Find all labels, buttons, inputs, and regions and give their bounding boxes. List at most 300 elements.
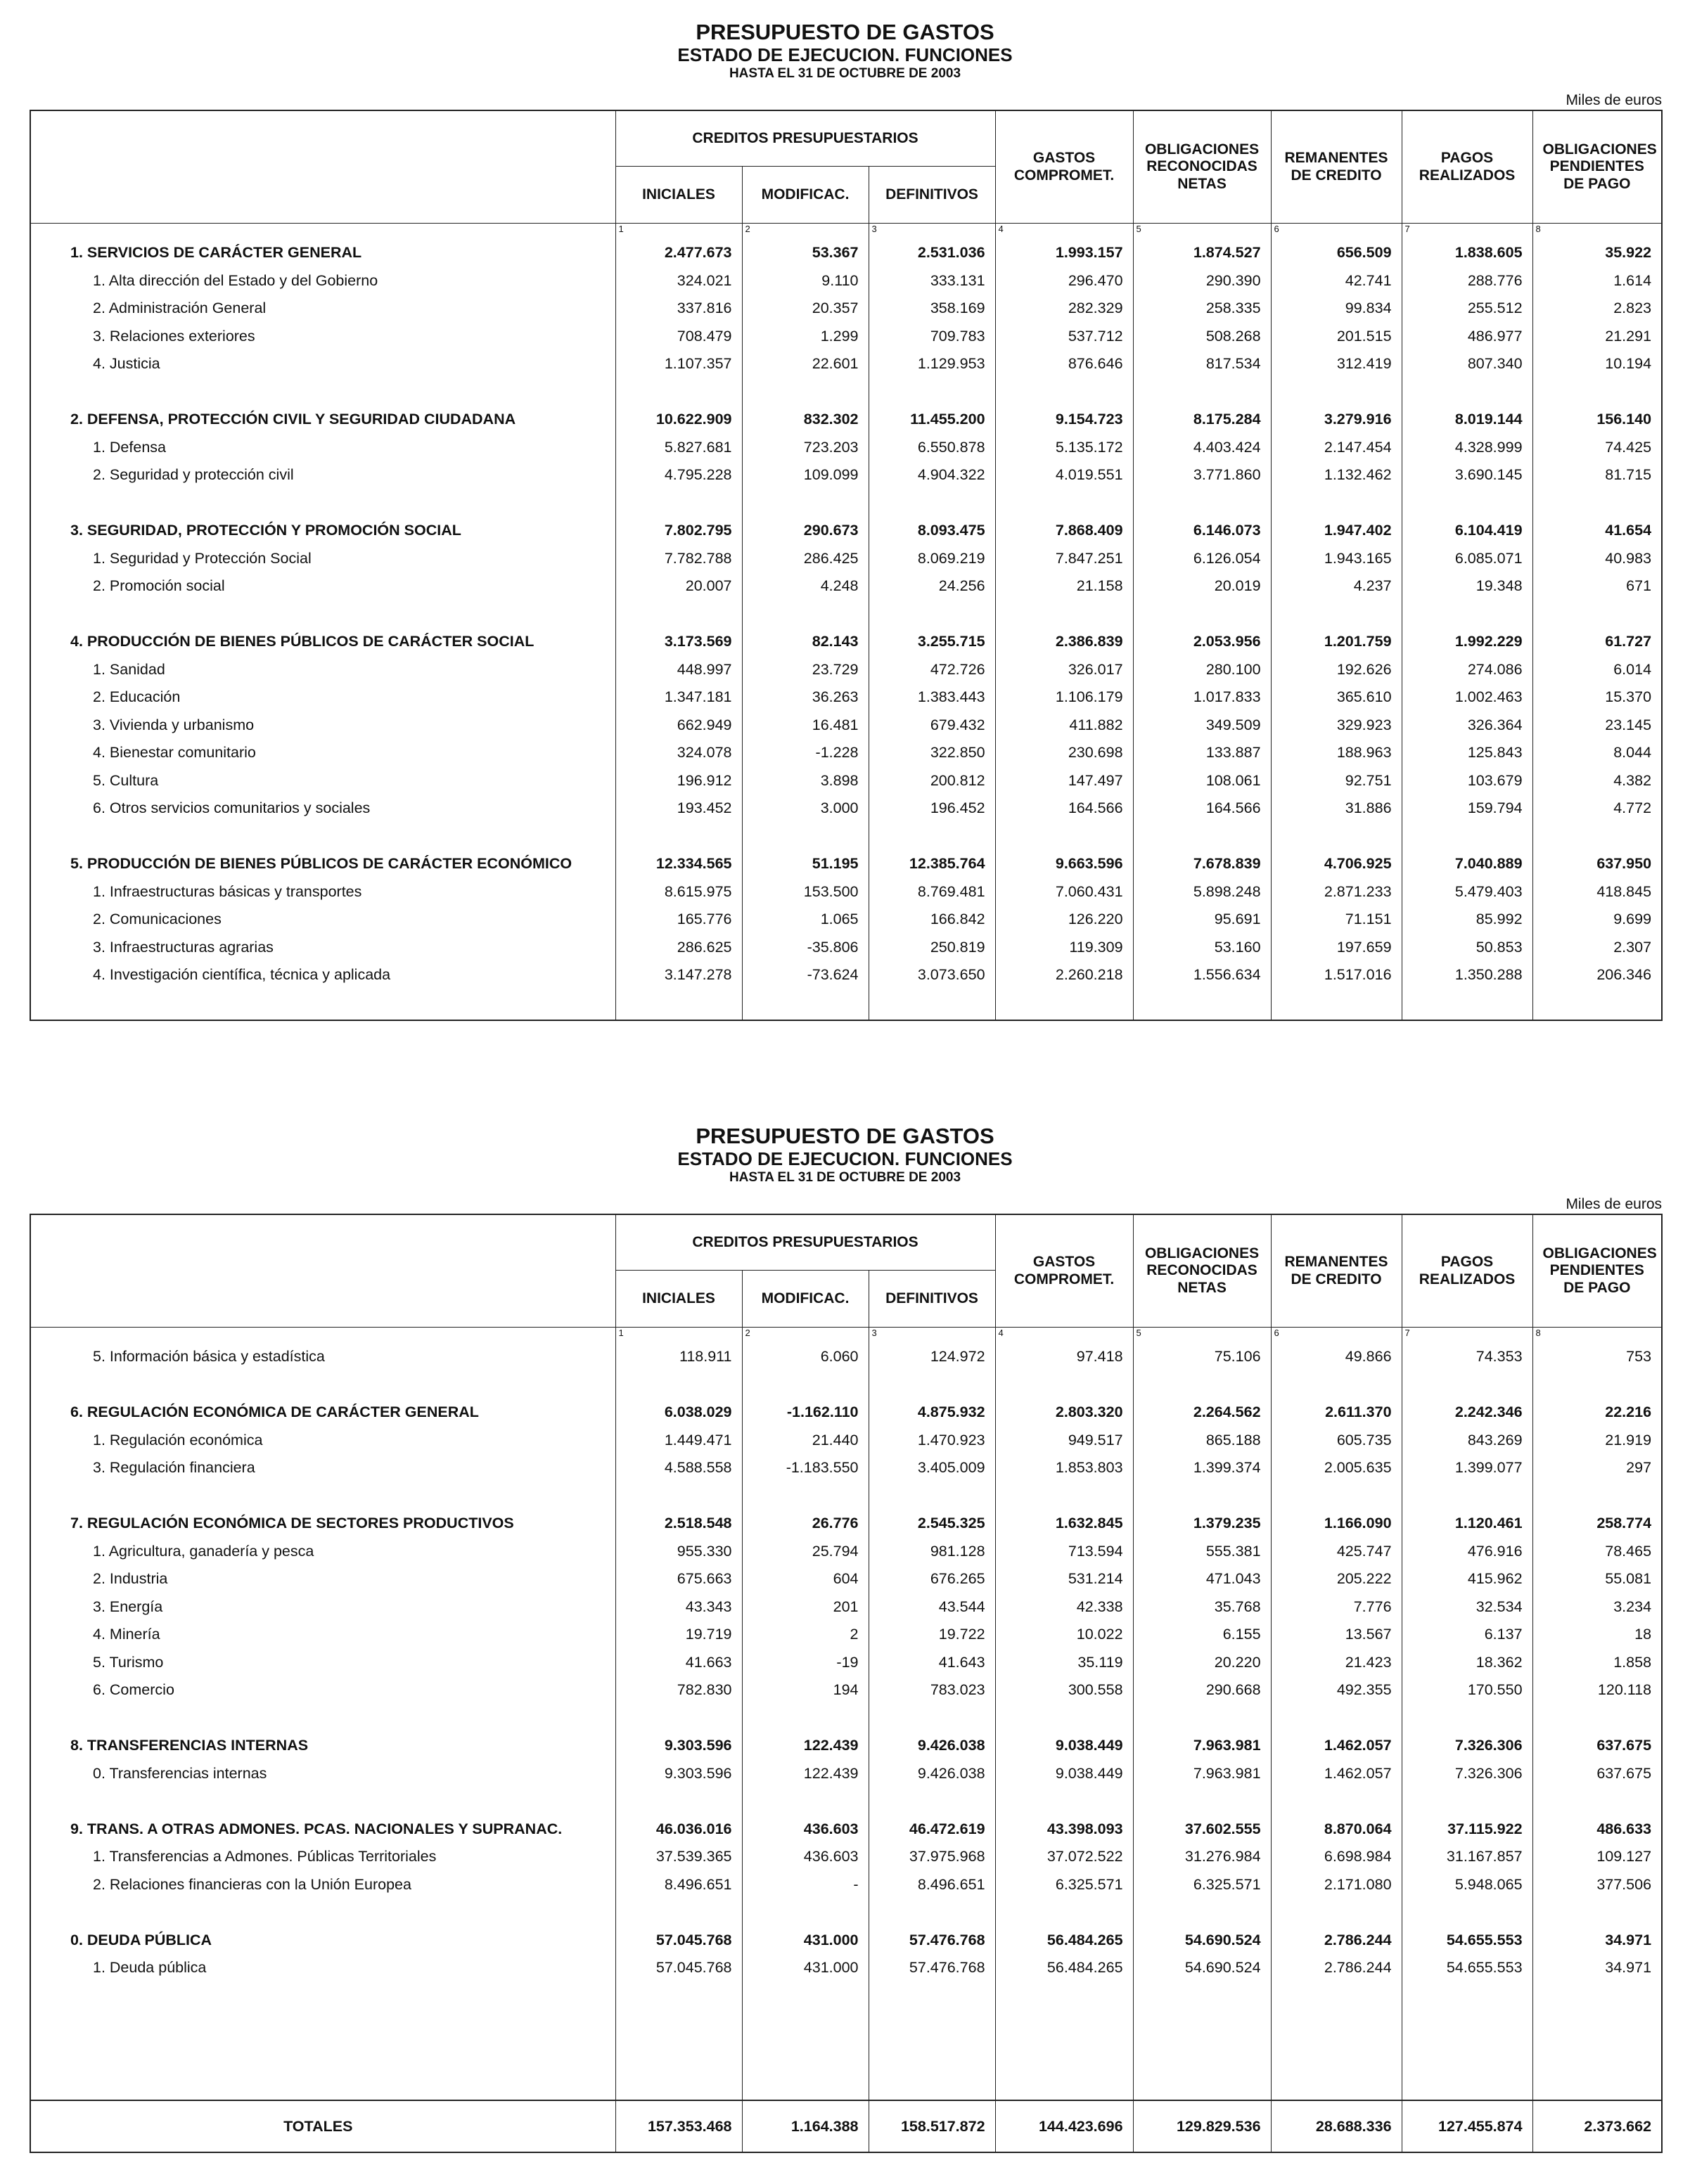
function-item-row bbox=[30, 906, 1662, 934]
value-cell: 6.137 bbox=[1402, 1621, 1532, 1649]
value-cell: 41.643 bbox=[869, 1649, 995, 1677]
value-cell: 122.439 bbox=[742, 1732, 869, 1760]
value-cell: 22.216 bbox=[1532, 1399, 1662, 1427]
column-number-row bbox=[30, 1328, 1662, 1344]
value-cell: 555.381 bbox=[1133, 1538, 1271, 1566]
spacer-row bbox=[30, 1482, 1662, 1510]
value-cell: 326.017 bbox=[995, 656, 1133, 684]
value-cell: 1.470.923 bbox=[869, 1427, 995, 1455]
spacer-cell bbox=[869, 823, 995, 851]
value-cell: 35.119 bbox=[995, 1649, 1133, 1677]
col-number: 2 bbox=[742, 224, 869, 240]
value-cell: 290.673 bbox=[742, 517, 869, 545]
spacer-cell bbox=[995, 823, 1133, 851]
value-cell: 349.509 bbox=[1133, 712, 1271, 740]
function-item-row bbox=[30, 434, 1662, 462]
row-label: 4. Minería bbox=[30, 1621, 615, 1649]
row-label: 5. PRODUCCIÓN DE BIENES PÚBLICOS DE CARÁCTER ECONÓMICO bbox=[30, 850, 615, 878]
remanentes-header: REMANENTES DE CREDITO bbox=[1271, 1214, 1402, 1328]
row-label: 2. Seguridad y protección civil bbox=[30, 461, 615, 489]
row-label: 4. PRODUCCIÓN DE BIENES PÚBLICOS DE CARÁCTER SOCIAL bbox=[30, 628, 615, 656]
definitivos-header: DEFINITIVOS bbox=[869, 167, 995, 224]
value-cell: 9.303.596 bbox=[615, 1732, 742, 1760]
value-cell: 1.166.090 bbox=[1271, 1510, 1402, 1538]
spacer-cell bbox=[742, 378, 869, 406]
filler-cell bbox=[1133, 989, 1271, 1021]
function-item-row bbox=[30, 656, 1662, 684]
value-cell: 20.220 bbox=[1133, 1649, 1271, 1677]
value-cell: 7.678.839 bbox=[1133, 850, 1271, 878]
value-cell: 4.328.999 bbox=[1402, 434, 1532, 462]
row-label: 0. DEUDA PÚBLICA bbox=[30, 1927, 615, 1955]
pendientes-header: OBLIGACIONES PENDIENTES DE PAGO bbox=[1532, 1214, 1662, 1328]
creditos-header: CREDITOS PRESUPUESTARIOS bbox=[615, 1214, 995, 1271]
value-cell: 108.061 bbox=[1133, 767, 1271, 795]
value-cell: 297 bbox=[1532, 1454, 1662, 1482]
value-cell: 170.550 bbox=[1402, 1676, 1532, 1704]
filler-row bbox=[30, 989, 1662, 1021]
filler-cell bbox=[995, 989, 1133, 1021]
value-cell: 109.099 bbox=[742, 461, 869, 489]
row-label: 2. Industria bbox=[30, 1565, 615, 1593]
value-cell: -1.228 bbox=[742, 739, 869, 767]
value-cell: 843.269 bbox=[1402, 1427, 1532, 1455]
spacer-cell bbox=[742, 489, 869, 518]
spacer-cell bbox=[1532, 378, 1662, 406]
spacer-cell bbox=[30, 1787, 615, 1816]
spacer-row bbox=[30, 489, 1662, 518]
value-cell: 7.782.788 bbox=[615, 545, 742, 573]
spacer-cell bbox=[615, 600, 742, 629]
value-cell: 25.794 bbox=[742, 1538, 869, 1566]
spacer-cell bbox=[1271, 1899, 1402, 1927]
spacer-cell bbox=[1133, 600, 1271, 629]
value-cell: 1.992.229 bbox=[1402, 628, 1532, 656]
value-cell: 4.019.551 bbox=[995, 461, 1133, 489]
value-cell: 250.819 bbox=[869, 934, 995, 962]
value-cell: 57.476.768 bbox=[869, 1927, 995, 1955]
value-cell: 4.403.424 bbox=[1133, 434, 1271, 462]
value-cell: 41.654 bbox=[1532, 517, 1662, 545]
value-cell: 656.509 bbox=[1271, 239, 1402, 267]
value-cell: 2.786.244 bbox=[1271, 1954, 1402, 1982]
value-cell: 18 bbox=[1532, 1621, 1662, 1649]
row-label: 1. Sanidad bbox=[30, 656, 615, 684]
value-cell: 723.203 bbox=[742, 434, 869, 462]
spacer-cell bbox=[1133, 378, 1271, 406]
filler-cell bbox=[869, 1982, 995, 2101]
value-cell: 1.462.057 bbox=[1271, 1732, 1402, 1760]
iniciales-header: INICIALES bbox=[615, 167, 742, 224]
filler-cell bbox=[1271, 1982, 1402, 2101]
value-cell: 8.069.219 bbox=[869, 545, 995, 573]
value-cell: 164.566 bbox=[1133, 795, 1271, 823]
value-cell: 425.747 bbox=[1271, 1538, 1402, 1566]
spacer-cell bbox=[1532, 1899, 1662, 1927]
value-cell: 3.405.009 bbox=[869, 1454, 995, 1482]
table-body-2 bbox=[30, 1328, 1662, 2153]
spacer-cell bbox=[30, 1899, 615, 1927]
col-number: 8 bbox=[1532, 224, 1662, 240]
row-label: 1. Infraestructuras básicas y transportes bbox=[30, 878, 615, 906]
value-cell: 1.858 bbox=[1532, 1649, 1662, 1677]
value-cell: 6.038.029 bbox=[615, 1399, 742, 1427]
value-cell: 230.698 bbox=[995, 739, 1133, 767]
value-cell: 5.948.065 bbox=[1402, 1871, 1532, 1899]
row-label: 2. Educación bbox=[30, 683, 615, 712]
gastos-header: GASTOS COMPROMET. bbox=[995, 1214, 1133, 1328]
value-cell: 876.646 bbox=[995, 350, 1133, 378]
row-label: 2. Comunicaciones bbox=[30, 906, 615, 934]
row-label: 1. Regulación económica bbox=[30, 1427, 615, 1455]
value-cell: 8.769.481 bbox=[869, 878, 995, 906]
value-cell: 2.545.325 bbox=[869, 1510, 995, 1538]
value-cell: 57.476.768 bbox=[869, 1954, 995, 1982]
spacer-cell bbox=[995, 1704, 1133, 1733]
value-cell: 333.131 bbox=[869, 267, 995, 295]
value-cell: 71.151 bbox=[1271, 906, 1402, 934]
value-cell: 3.147.278 bbox=[615, 961, 742, 989]
value-cell: 54.690.524 bbox=[1133, 1954, 1271, 1982]
value-cell: 37.975.968 bbox=[869, 1843, 995, 1871]
value-cell: - bbox=[742, 1871, 869, 1899]
value-cell: 1.993.157 bbox=[995, 239, 1133, 267]
value-cell: 817.534 bbox=[1133, 350, 1271, 378]
iniciales-header: INICIALES bbox=[615, 1271, 742, 1328]
value-cell: 1.002.463 bbox=[1402, 683, 1532, 712]
value-cell: 662.949 bbox=[615, 712, 742, 740]
function-item-row bbox=[30, 683, 1662, 712]
value-cell: 9.699 bbox=[1532, 906, 1662, 934]
spacer-cell bbox=[869, 1371, 995, 1399]
value-cell: 34.971 bbox=[1532, 1954, 1662, 1982]
report-title: PRESUPUESTO DE GASTOS bbox=[696, 20, 994, 44]
value-cell: 31.886 bbox=[1271, 795, 1402, 823]
value-cell: 3.073.650 bbox=[869, 961, 995, 989]
value-cell: 7.847.251 bbox=[995, 545, 1133, 573]
spacer-cell bbox=[869, 1704, 995, 1733]
value-cell: 3.279.916 bbox=[1271, 406, 1402, 434]
filler-cell bbox=[615, 1982, 742, 2101]
spacer-cell bbox=[615, 1482, 742, 1510]
row-label: 5. Información básica y estadística bbox=[30, 1343, 615, 1371]
value-cell: 34.971 bbox=[1532, 1927, 1662, 1955]
spacer-cell bbox=[1402, 1371, 1532, 1399]
function-item-row bbox=[30, 934, 1662, 962]
report-date: HASTA EL 31 DE OCTUBRE DE 2003 bbox=[729, 1169, 961, 1185]
spacer-cell bbox=[742, 1371, 869, 1399]
value-cell: 9.038.449 bbox=[995, 1732, 1133, 1760]
value-cell: 4.795.228 bbox=[615, 461, 742, 489]
value-cell: 832.302 bbox=[742, 406, 869, 434]
col-number: 5 bbox=[1133, 224, 1271, 240]
value-cell: 411.882 bbox=[995, 712, 1133, 740]
total-value-cell: 1.164.388 bbox=[742, 2100, 869, 2152]
function-group-row bbox=[30, 1732, 1662, 1760]
spacer-cell bbox=[995, 378, 1133, 406]
total-value-cell: 129.829.536 bbox=[1133, 2100, 1271, 2152]
spacer-cell bbox=[1133, 1371, 1271, 1399]
value-cell: 19.719 bbox=[615, 1621, 742, 1649]
value-cell: 286.625 bbox=[615, 934, 742, 962]
value-cell: -1.162.110 bbox=[742, 1399, 869, 1427]
value-cell: 2.264.562 bbox=[1133, 1399, 1271, 1427]
value-cell: 3.234 bbox=[1532, 1593, 1662, 1621]
spacer-cell bbox=[742, 1482, 869, 1510]
value-cell: 165.776 bbox=[615, 906, 742, 934]
value-cell: 46.036.016 bbox=[615, 1816, 742, 1844]
value-cell: 54.690.524 bbox=[1133, 1927, 1271, 1955]
value-cell: 1.347.181 bbox=[615, 683, 742, 712]
page-section-1 bbox=[0, 20, 1690, 984]
function-item-row bbox=[30, 461, 1662, 489]
value-cell: 2.147.454 bbox=[1271, 434, 1402, 462]
table-body-1 bbox=[30, 224, 1662, 1021]
spacer-cell bbox=[742, 1704, 869, 1733]
obligaciones-header: OBLIGACIONES RECONOCIDAS NETAS bbox=[1133, 110, 1271, 224]
value-cell: 18.362 bbox=[1402, 1649, 1532, 1677]
filler-cell bbox=[1402, 989, 1532, 1021]
value-cell: 10.622.909 bbox=[615, 406, 742, 434]
value-cell: 377.506 bbox=[1532, 1871, 1662, 1899]
function-group-row bbox=[30, 1510, 1662, 1538]
value-cell: 508.268 bbox=[1133, 323, 1271, 351]
function-item-row bbox=[30, 1649, 1662, 1677]
page-header bbox=[0, 1124, 1690, 1185]
function-item-row bbox=[30, 1565, 1662, 1593]
value-cell: 6.060 bbox=[742, 1343, 869, 1371]
value-cell: 122.439 bbox=[742, 1760, 869, 1788]
value-cell: 10.022 bbox=[995, 1621, 1133, 1649]
value-cell: 1.017.833 bbox=[1133, 683, 1271, 712]
value-cell: 6.325.571 bbox=[1133, 1871, 1271, 1899]
value-cell: 5.898.248 bbox=[1133, 878, 1271, 906]
spacer-cell bbox=[995, 1787, 1133, 1816]
value-cell: 19.722 bbox=[869, 1621, 995, 1649]
value-cell: 57.045.768 bbox=[615, 1954, 742, 1982]
spacer-cell bbox=[1532, 1371, 1662, 1399]
spacer-row bbox=[30, 378, 1662, 406]
value-cell: 280.100 bbox=[1133, 656, 1271, 684]
value-cell: 1.556.634 bbox=[1133, 961, 1271, 989]
function-item-row bbox=[30, 1676, 1662, 1704]
value-cell: 3.000 bbox=[742, 795, 869, 823]
total-value-cell: 127.455.874 bbox=[1402, 2100, 1532, 2152]
value-cell: 713.594 bbox=[995, 1538, 1133, 1566]
pagos-header: PAGOS REALIZADOS bbox=[1402, 110, 1532, 224]
function-item-row bbox=[30, 323, 1662, 351]
function-item-row bbox=[30, 1454, 1662, 1482]
budget-table-2 bbox=[30, 1214, 1663, 2153]
col-number: 7 bbox=[1402, 224, 1532, 240]
row-label: 2. Relaciones financieras con la Unión Europea bbox=[30, 1871, 615, 1899]
function-item-row bbox=[30, 572, 1662, 600]
value-cell: 2.823 bbox=[1532, 295, 1662, 323]
value-cell: 56.484.265 bbox=[995, 1954, 1133, 1982]
value-cell: 7.776 bbox=[1271, 1593, 1402, 1621]
value-cell: 7.868.409 bbox=[995, 517, 1133, 545]
value-cell: 12.385.764 bbox=[869, 850, 995, 878]
col-number: 7 bbox=[1402, 1328, 1532, 1344]
value-cell: 3.255.715 bbox=[869, 628, 995, 656]
value-cell: 9.038.449 bbox=[995, 1760, 1133, 1788]
spacer-cell bbox=[615, 1787, 742, 1816]
value-cell: 1.943.165 bbox=[1271, 545, 1402, 573]
value-cell: 81.715 bbox=[1532, 461, 1662, 489]
value-cell: 35.768 bbox=[1133, 1593, 1271, 1621]
function-item-row bbox=[30, 295, 1662, 323]
value-cell: 637.675 bbox=[1532, 1760, 1662, 1788]
row-label: 5. Cultura bbox=[30, 767, 615, 795]
value-cell: 20.019 bbox=[1133, 572, 1271, 600]
spacer-cell bbox=[1402, 378, 1532, 406]
row-label: 8. TRANSFERENCIAS INTERNAS bbox=[30, 1732, 615, 1760]
value-cell: 194 bbox=[742, 1676, 869, 1704]
value-cell: 1.947.402 bbox=[1271, 517, 1402, 545]
value-cell: 120.118 bbox=[1532, 1676, 1662, 1704]
value-cell: 9.426.038 bbox=[869, 1760, 995, 1788]
function-group-row bbox=[30, 850, 1662, 878]
value-cell: -1.183.550 bbox=[742, 1454, 869, 1482]
value-cell: 21.158 bbox=[995, 572, 1133, 600]
value-cell: 9.303.596 bbox=[615, 1760, 742, 1788]
value-cell: 1.383.443 bbox=[869, 683, 995, 712]
function-item-row bbox=[30, 1843, 1662, 1871]
value-cell: 2.260.218 bbox=[995, 961, 1133, 989]
value-cell: 74.425 bbox=[1532, 434, 1662, 462]
value-cell: 2.803.320 bbox=[995, 1399, 1133, 1427]
value-cell: 312.419 bbox=[1271, 350, 1402, 378]
filler-cell bbox=[869, 989, 995, 1021]
value-cell: 6.325.571 bbox=[995, 1871, 1133, 1899]
row-label: 2. DEFENSA, PROTECCIÓN CIVIL Y SEGURIDAD CIUDADANA bbox=[30, 406, 615, 434]
spacer-cell bbox=[30, 1482, 615, 1510]
value-cell: 1.399.077 bbox=[1402, 1454, 1532, 1482]
value-cell: 7.802.795 bbox=[615, 517, 742, 545]
value-cell: 1.350.288 bbox=[1402, 961, 1532, 989]
spacer-cell bbox=[995, 600, 1133, 629]
spacer-cell bbox=[869, 1899, 995, 1927]
report-title: PRESUPUESTO DE GASTOS bbox=[696, 1124, 994, 1148]
col-number: 6 bbox=[1271, 1328, 1402, 1344]
spacer-cell bbox=[1402, 1704, 1532, 1733]
value-cell: 476.916 bbox=[1402, 1538, 1532, 1566]
value-cell: 40.983 bbox=[1532, 545, 1662, 573]
value-cell: 4.588.558 bbox=[615, 1454, 742, 1482]
filler-cell bbox=[742, 989, 869, 1021]
col-number: 2 bbox=[742, 1328, 869, 1344]
spacer-cell bbox=[1271, 823, 1402, 851]
function-item-row bbox=[30, 767, 1662, 795]
function-item-row bbox=[30, 545, 1662, 573]
value-cell: 274.086 bbox=[1402, 656, 1532, 684]
value-cell: 196.452 bbox=[869, 795, 995, 823]
col-number: 4 bbox=[995, 224, 1133, 240]
filler-cell bbox=[1532, 1982, 1662, 2101]
function-group-row bbox=[30, 239, 1662, 267]
function-group-row bbox=[30, 1399, 1662, 1427]
value-cell: 9.426.038 bbox=[869, 1732, 995, 1760]
value-cell: 1.517.016 bbox=[1271, 961, 1402, 989]
value-cell: 49.866 bbox=[1271, 1343, 1402, 1371]
value-cell: 436.603 bbox=[742, 1816, 869, 1844]
value-cell: 949.517 bbox=[995, 1427, 1133, 1455]
value-cell: 418.845 bbox=[1532, 878, 1662, 906]
spacer-cell bbox=[1402, 1787, 1532, 1816]
spacer-cell bbox=[869, 600, 995, 629]
value-cell: 61.727 bbox=[1532, 628, 1662, 656]
spacer-cell bbox=[30, 600, 615, 629]
value-cell: 4.248 bbox=[742, 572, 869, 600]
filler-cell bbox=[1271, 989, 1402, 1021]
spacer-cell bbox=[995, 1482, 1133, 1510]
value-cell: 4.382 bbox=[1532, 767, 1662, 795]
value-cell: 6.085.071 bbox=[1402, 545, 1532, 573]
value-cell: 1.201.759 bbox=[1271, 628, 1402, 656]
spacer-cell bbox=[995, 489, 1133, 518]
value-cell: 159.794 bbox=[1402, 795, 1532, 823]
spacer-cell bbox=[742, 1899, 869, 1927]
value-cell: 201.515 bbox=[1271, 323, 1402, 351]
value-cell: 36.263 bbox=[742, 683, 869, 712]
value-cell: 13.567 bbox=[1271, 1621, 1402, 1649]
value-cell: 326.364 bbox=[1402, 712, 1532, 740]
value-cell: 337.816 bbox=[615, 295, 742, 323]
remanentes-header: REMANENTES DE CREDITO bbox=[1271, 110, 1402, 224]
value-cell: 7.963.981 bbox=[1133, 1760, 1271, 1788]
modificac-header: MODIFICAC. bbox=[742, 1271, 869, 1328]
value-cell: 201 bbox=[742, 1593, 869, 1621]
spacer-cell bbox=[30, 378, 615, 406]
value-cell: 23.145 bbox=[1532, 712, 1662, 740]
value-cell: 16.481 bbox=[742, 712, 869, 740]
value-cell: 8.496.651 bbox=[869, 1871, 995, 1899]
row-label: 5. Turismo bbox=[30, 1649, 615, 1677]
spacer-cell bbox=[869, 1482, 995, 1510]
value-cell: 43.544 bbox=[869, 1593, 995, 1621]
value-cell: 99.834 bbox=[1271, 295, 1402, 323]
filler-cell bbox=[995, 1982, 1133, 2101]
value-cell: 1.107.357 bbox=[615, 350, 742, 378]
function-item-row bbox=[30, 1343, 1662, 1371]
value-cell: 9.154.723 bbox=[995, 406, 1133, 434]
value-cell: 671 bbox=[1532, 572, 1662, 600]
function-item-row bbox=[30, 1760, 1662, 1788]
value-cell: 709.783 bbox=[869, 323, 995, 351]
value-cell: 125.843 bbox=[1402, 739, 1532, 767]
spacer-cell bbox=[1402, 600, 1532, 629]
value-cell: 300.558 bbox=[995, 1676, 1133, 1704]
function-item-row bbox=[30, 1427, 1662, 1455]
row-label: 1. Transferencias a Admones. Públicas Territoriales bbox=[30, 1843, 615, 1871]
value-cell: 133.887 bbox=[1133, 739, 1271, 767]
value-cell: 24.256 bbox=[869, 572, 995, 600]
spacer-row bbox=[30, 1371, 1662, 1399]
value-cell: 290.668 bbox=[1133, 1676, 1271, 1704]
value-cell: 3.173.569 bbox=[615, 628, 742, 656]
row-label: 1. Agricultura, ganadería y pesca bbox=[30, 1538, 615, 1566]
function-group-row bbox=[30, 1927, 1662, 1955]
value-cell: 358.169 bbox=[869, 295, 995, 323]
spacer-cell bbox=[1271, 1787, 1402, 1816]
spacer-cell bbox=[1402, 823, 1532, 851]
spacer-cell bbox=[615, 1899, 742, 1927]
definitivos-header: DEFINITIVOS bbox=[869, 1271, 995, 1328]
value-cell: 1.614 bbox=[1532, 267, 1662, 295]
value-cell: 206.346 bbox=[1532, 961, 1662, 989]
value-cell: 637.675 bbox=[1532, 1732, 1662, 1760]
row-label: 2. Promoción social bbox=[30, 572, 615, 600]
